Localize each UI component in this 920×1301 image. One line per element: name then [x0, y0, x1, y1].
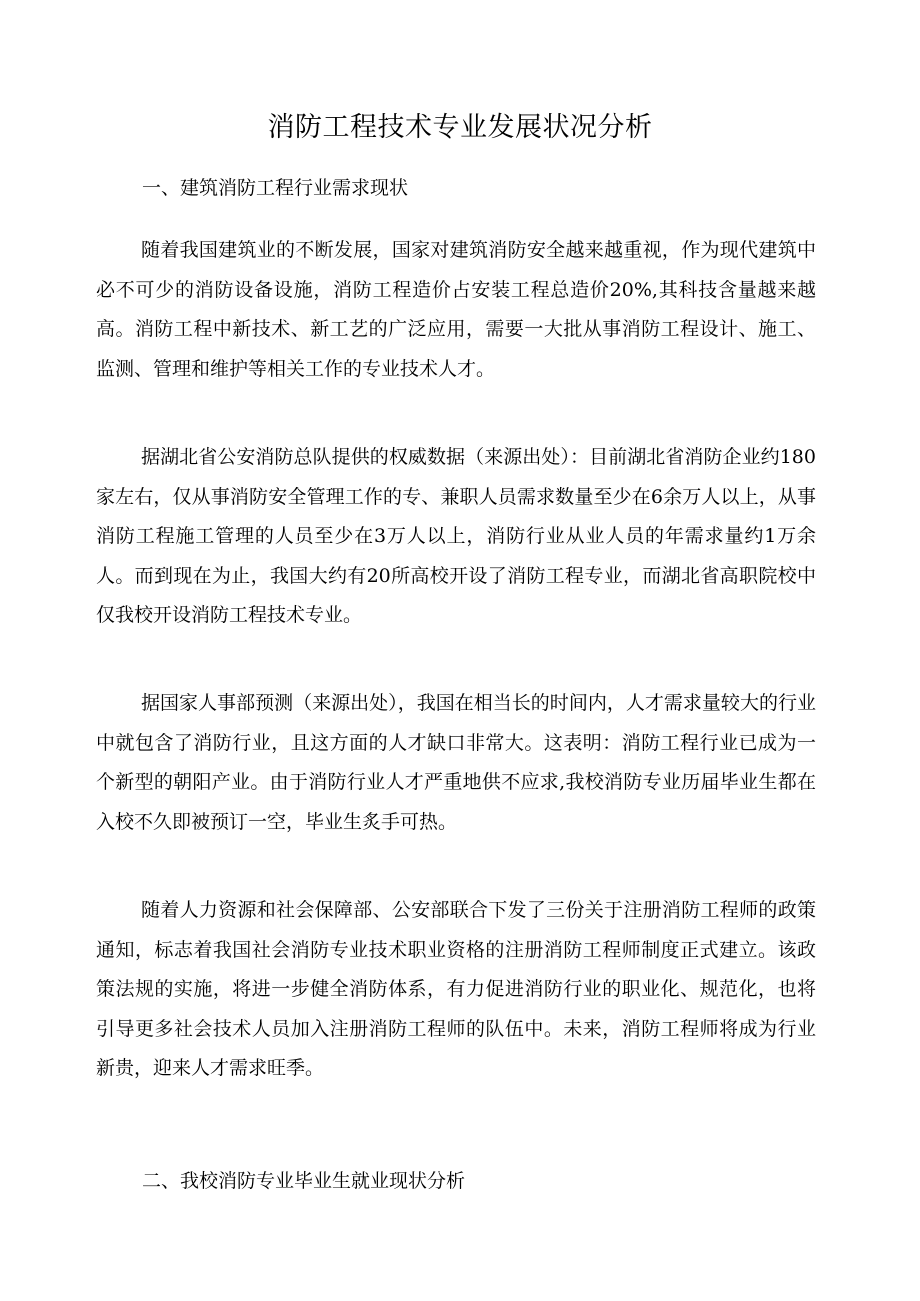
paragraph-1: 随着我国建筑业的不断发展，国家对建筑消防安全越来越重视，作为现代建筑中必不可少的消防设备设施，消防工程造价占安装工程总造价20%,其科技含量越来越高。消防工程中新技术、新工艺的广泛应用，需要一大批从事消防工程设计、施工、监测、管理和维护等相关工作的专业技术人才。	[96, 239, 816, 380]
paragraph-3: 据国家人事部预测（来源出处），我国在相当长的时间内，人才需求量较大的行业中就包含了消防行业，且这方面的人才缺口非常大。这表明：消防工程行业已成为一个新型的朝阳产业。由于消防行业人才严重地供不应求,我校消防专业历届毕业生都在入校不久即被预订一空，毕业生炙手可热。	[96, 692, 816, 833]
paragraph-4: 随着人力资源和社会保障部、公安部联合下发了三份关于注册消防工程师的政策通知，标志着我国社会消防专业技术职业资格的注册消防工程师制度正式建立。该政策法规的实施，将进一步健全消防体系，有力促进消防行业的职业化、规范化，也将引导更多社会技术人员加入注册消防工程师的队伍中。未来，消防工程师将成为行业新贵，迎来人才需求旺季。	[96, 899, 816, 1079]
section-heading-1: 一、建筑消防工程行业需求现状	[142, 177, 409, 199]
paragraph-2: 据湖北省公安消防总队提供的权威数据（来源出处）：目前湖北省消防企业约180家左右，仅从事消防安全管理工作的专、兼职人员需求数量至少在6余万人以上，从事消防工程施工管理的人员至少在3万人以上，消防行业从业人员的年需求量约1万余人。而到现在为止，我国大约有20所高校开设了消防工程专业，而湖北省高职院校中仅我校开设消防工程技术专业。	[96, 446, 816, 626]
document-title: 消防工程技术专业发展状况分析	[267, 112, 653, 143]
section-heading-2: 二、我校消防专业毕业生就业现状分析	[142, 1170, 466, 1192]
